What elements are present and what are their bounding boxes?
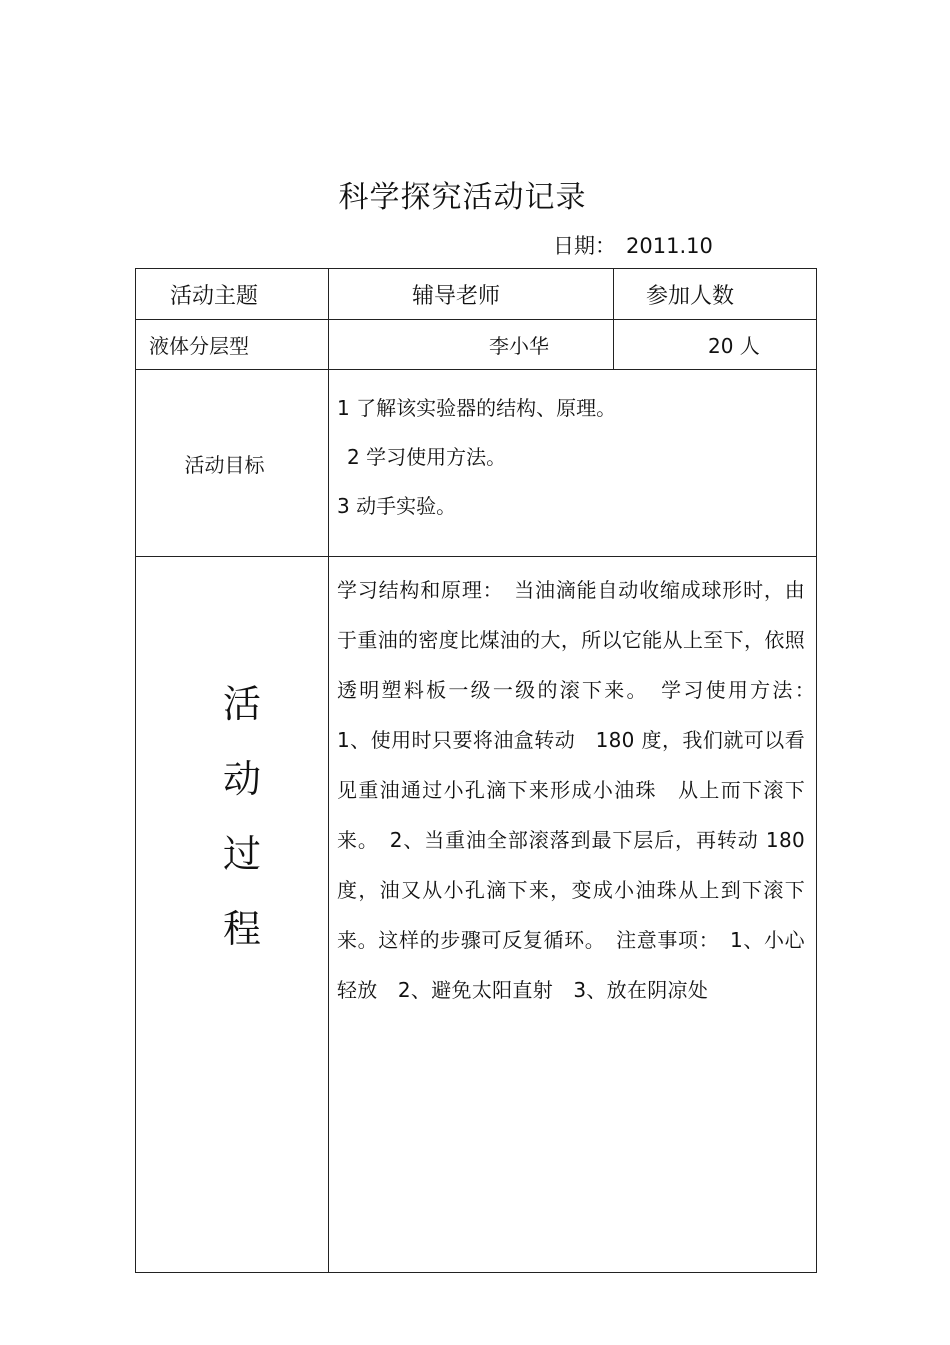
goals-label: 活动目标 [136,370,329,557]
process-text: 学习结构和原理： 当油滴能自动收缩成球形时，由于重油的密度比煤油的大，所以它能从上至下，依照透明塑料板一级一级的滚下来。 学习使用方法： 1、使用时只要将油盒转动 180 度，我们就可以看见重油通过小孔滴下来形成小油珠 从上而下滚下来。 2、当重油全部滚落到最下层后，再转动 180 度，油又从小孔滴下来，变成小油珠从上到下滚下来。这样的步骤可反复循环。 注意事项： 1、小心轻放 2、避免太阳直射 3、放在阴凉处 [337,578,826,1002]
goals-list [329,370,817,557]
goal-item: 1 了解该实验器的结构、原理。 [337,396,617,420]
goal-item: 2 学习使用方法。 [347,445,507,469]
value-teacher: 李小华 [329,320,614,370]
date-label: 日期： [553,234,616,258]
process-content [329,557,826,1273]
table-row [136,320,817,370]
process-label-char: 动 [222,757,261,801]
date-row [553,230,713,260]
value-participant-count: 20 人 [614,320,817,370]
process-label-char: 程 [222,907,261,951]
page-title: 科学探究活动记录 [338,180,587,215]
process-label-char: 活 [222,682,261,726]
header-participant-count: 参加人数 [614,269,817,320]
goals-row [136,370,817,557]
activity-record-table [135,268,826,1273]
process-row [136,557,817,1273]
table-header-row [136,269,817,320]
header-teacher: 辅导老师 [329,269,614,320]
goal-item: 3 动手实验。 [337,494,457,518]
header-topic: 活动主题 [136,269,329,320]
process-label-char: 过 [222,832,261,876]
value-topic: 液体分层型 [136,320,329,370]
process-label [136,557,329,1273]
date-value: 2011.10 [626,234,713,258]
